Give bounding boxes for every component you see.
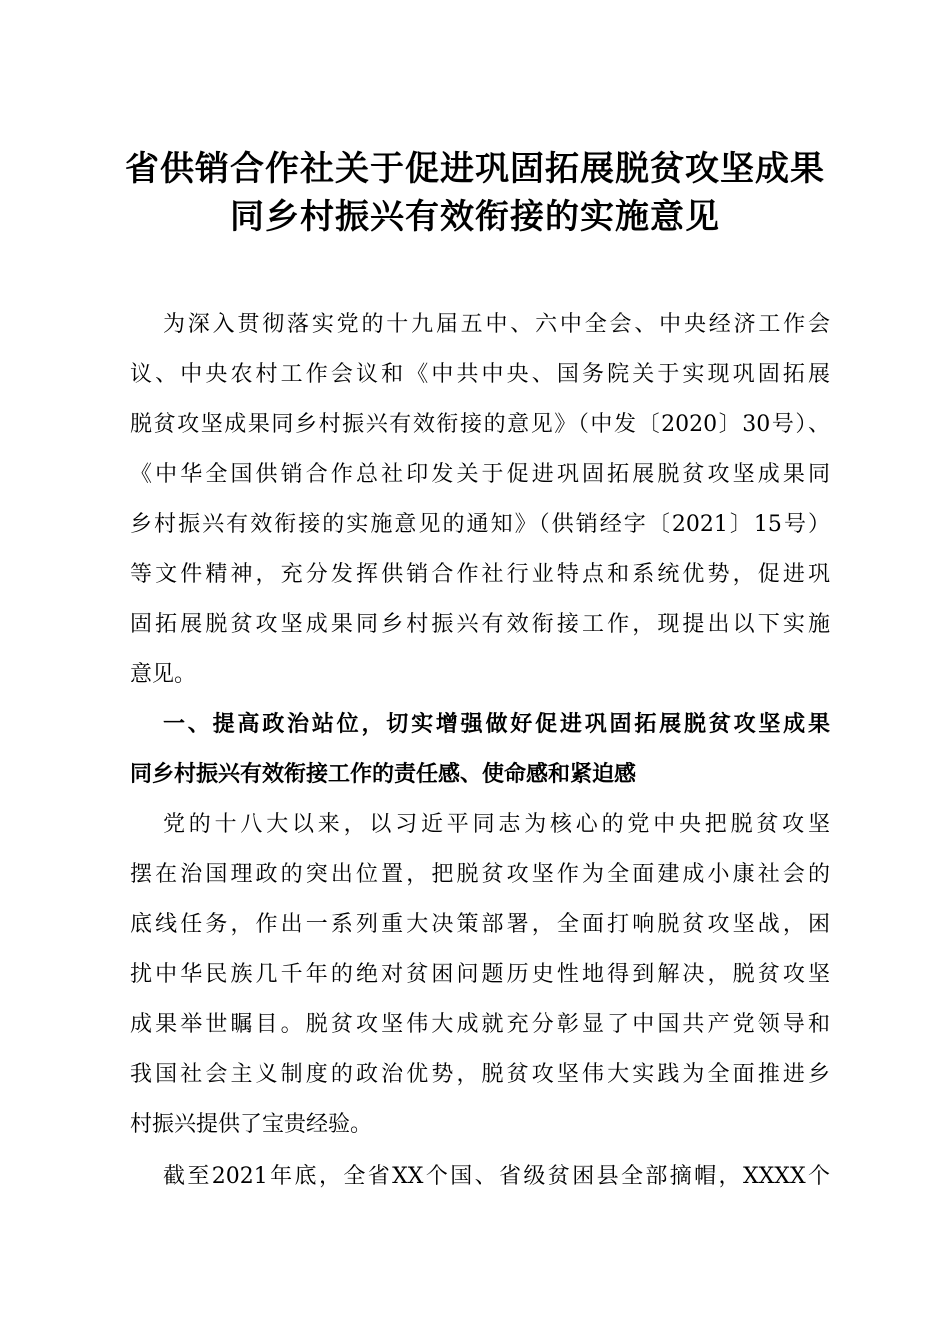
paragraph-2-line-1: 党的十八大以来，以习近平同志为核心的党中央把脱贫攻坚: [163, 812, 830, 837]
document-title-line-2: 同乡村振兴有效衔接的实施意见: [230, 197, 720, 237]
paragraph-2-line-7: 村振兴提供了宝贵经验。: [130, 1112, 373, 1137]
paragraph-1-line-1: 为深入贯彻落实党的十九届五中、六中全会、中央经济工作会: [163, 312, 830, 337]
paragraph-2-line-4: 扰中华民族几千年的绝对贫困问题历史性地得到解决，脱贫攻坚: [130, 962, 830, 987]
paragraph-2-line-5: 成果举世瞩目。脱贫攻坚伟大成就充分彰显了中国共产党领导和: [130, 1012, 830, 1037]
paragraph-2-line-3: 底线任务，作出一系列重大决策部署，全面打响脱贫攻坚战，困: [130, 912, 830, 937]
paragraph-1-line-4: 《中华全国供销合作总社印发关于促进巩固拓展脱贫攻坚成果同: [130, 462, 830, 487]
paragraph-2-line-2: 摆在治国理政的突出位置，把脱贫攻坚作为全面建成小康社会的: [130, 862, 830, 887]
section-heading-1-line-1: 一、提高政治站位，切实增强做好促进巩固拓展脱贫攻坚成果: [163, 712, 830, 737]
paragraph-2-line-6: 我国社会主义制度的政治优势，脱贫攻坚伟大实践为全面推进乡: [130, 1062, 830, 1087]
document-title-line-1: 省供销合作社关于促进巩固拓展脱贫攻坚成果: [125, 149, 825, 189]
section-heading-1-line-2: 同乡村振兴有效衔接工作的责任感、使命感和紧迫感: [130, 762, 637, 787]
paragraph-1-line-3: 脱贫攻坚成果同乡村振兴有效衔接的意见》（中发〔2020〕30号）、: [130, 412, 830, 437]
paragraph-1-line-2: 议、中央农村工作会议和《中共中央、国务院关于实现巩固拓展: [130, 362, 830, 387]
paragraph-1-line-8: 意见。: [130, 662, 197, 687]
paragraph-1-line-7: 固拓展脱贫攻坚成果同乡村振兴有效衔接工作，现提出以下实施: [130, 612, 830, 637]
paragraph-1-line-6: 等文件精神，充分发挥供销合作社行业特点和系统优势，促进巩: [130, 562, 830, 587]
paragraph-1-line-5: 乡村振兴有效衔接的实施意见的通知》（供销经字〔2021〕15号）: [130, 512, 830, 537]
paragraph-3-line-1: 截至2021年底，全省XX个国、省级贫困县全部摘帽，XXXX个: [163, 1164, 830, 1189]
